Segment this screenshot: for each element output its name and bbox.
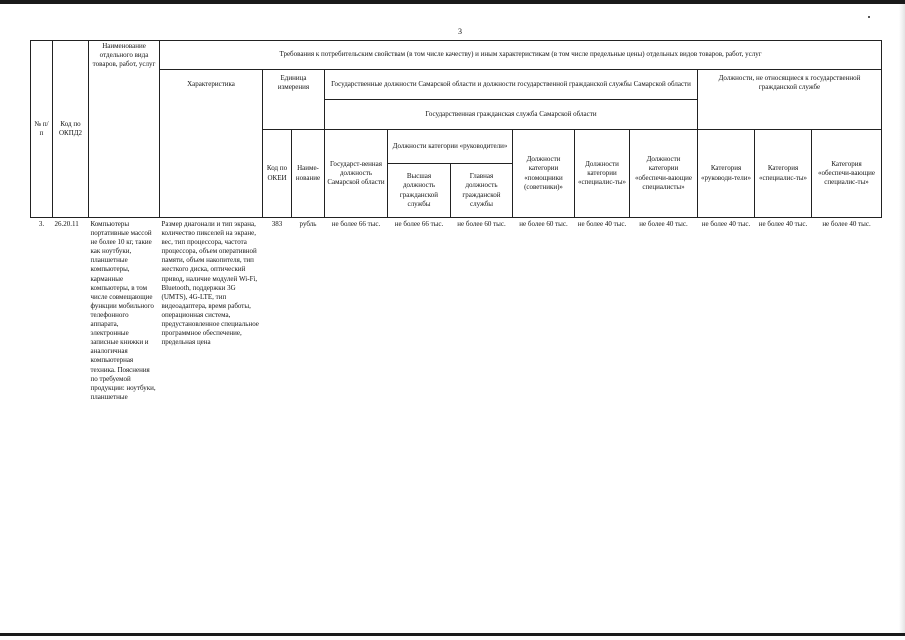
price-assistants: не более 60 тыс. bbox=[513, 218, 575, 507]
header-specialists: Должности категории «специалис-ты» bbox=[575, 130, 630, 218]
scan-edge-top bbox=[0, 0, 905, 4]
row-num: 3. bbox=[31, 218, 53, 507]
header-cat-supporting: Категория «обеспечи-вающие специалис-ты» bbox=[812, 130, 882, 218]
header-okpd: Код по ОКПД2 bbox=[53, 41, 89, 218]
row-name: Компьютеры портативные массой не более 10 кг, такие как ноутбуки, планшетные компьютеры, карманные компьютеры, в том числе совмещающие функции мобильного телефонного аппарата, электронные записные книжки и аналогичная компьютерная техника. Пояснения по требуемой продукции: ноутбуки, планшетные bbox=[89, 218, 160, 507]
header-supporting: Должности категории «обеспечи-вающие специалисты» bbox=[630, 130, 698, 218]
price-supporting: не более 40 тыс. bbox=[630, 218, 698, 507]
row-okei: 383 bbox=[263, 218, 292, 507]
header-characteristic: Характеристика bbox=[160, 70, 263, 218]
header-name: Наименование отдельного вида товаров, работ, услуг bbox=[89, 41, 160, 218]
page-number: 3 bbox=[458, 27, 462, 36]
header-civil-service: Государственная гражданская служба Самарской области bbox=[325, 100, 698, 130]
scan-speck bbox=[868, 16, 870, 18]
header-requirements: Требования к потребительским свойствам (в том числе качеству) и иным характеристикам (в том числе предельные цены) отдельных видов товаров, работ, услуг bbox=[160, 41, 882, 70]
header-num: № п/п bbox=[31, 41, 53, 218]
row-unit: рубль bbox=[292, 218, 325, 507]
header-highest: Высшая должность гражданской службы bbox=[388, 164, 451, 218]
header-state-position-samara: Государст-венная должность Самарской области bbox=[325, 130, 388, 218]
header-cat-leaders: Категория «руководи-тели» bbox=[698, 130, 755, 218]
header-unit: Единица измерения bbox=[263, 70, 325, 130]
price-cat-supporting: не более 40 тыс. bbox=[812, 218, 882, 507]
header-leaders-category: Должности категории «руководители» bbox=[388, 130, 513, 164]
price-specialists: не более 40 тыс. bbox=[575, 218, 630, 507]
scan-edge-right bbox=[899, 4, 905, 633]
scan-edge-bottom bbox=[0, 633, 905, 636]
header-assistants: Должности категории «помощники (советники)» bbox=[513, 130, 575, 218]
header-not-related: Должности, не относящиеся к государственной гражданской службе bbox=[698, 70, 882, 130]
row-characteristic: Размер диагонали и тип экрана, количество пикселей на экране, вес, тип процессора, частота процессора, объем оперативной памяти, объем накопителя, тип жесткого диска, оптический привод, наличие модулей Wi-Fi, Bluetooth, поддержки 3G (UMTS), 4G-LTE, тип видеоадаптера, время работы, операционная система, предустановленное специальное программное обеспечение, предельная цена bbox=[160, 218, 263, 507]
header-unit-name: Наиме-нование bbox=[292, 130, 325, 218]
header-main: Главная должность гражданской службы bbox=[451, 164, 513, 218]
price-highest: не более 66 тыс. bbox=[388, 218, 451, 507]
header-state-positions: Государственные должности Самарской области и должности государственной гражданской службы Самарской области bbox=[325, 70, 698, 100]
price-state-position: не более 66 тыс. bbox=[325, 218, 388, 507]
table-row bbox=[31, 218, 882, 507]
header-okei-code: Код по ОКЕИ bbox=[263, 130, 292, 218]
header-cat-specialists: Категория «специалис-ты» bbox=[755, 130, 812, 218]
price-cat-specialists: не более 40 тыс. bbox=[755, 218, 812, 507]
price-main: не более 60 тыс. bbox=[451, 218, 513, 507]
requirements-table bbox=[30, 40, 882, 506]
row-okpd: 26.20.11 bbox=[53, 218, 89, 507]
header-row-1 bbox=[31, 41, 882, 70]
price-cat-leaders: не более 40 тыс. bbox=[698, 218, 755, 507]
